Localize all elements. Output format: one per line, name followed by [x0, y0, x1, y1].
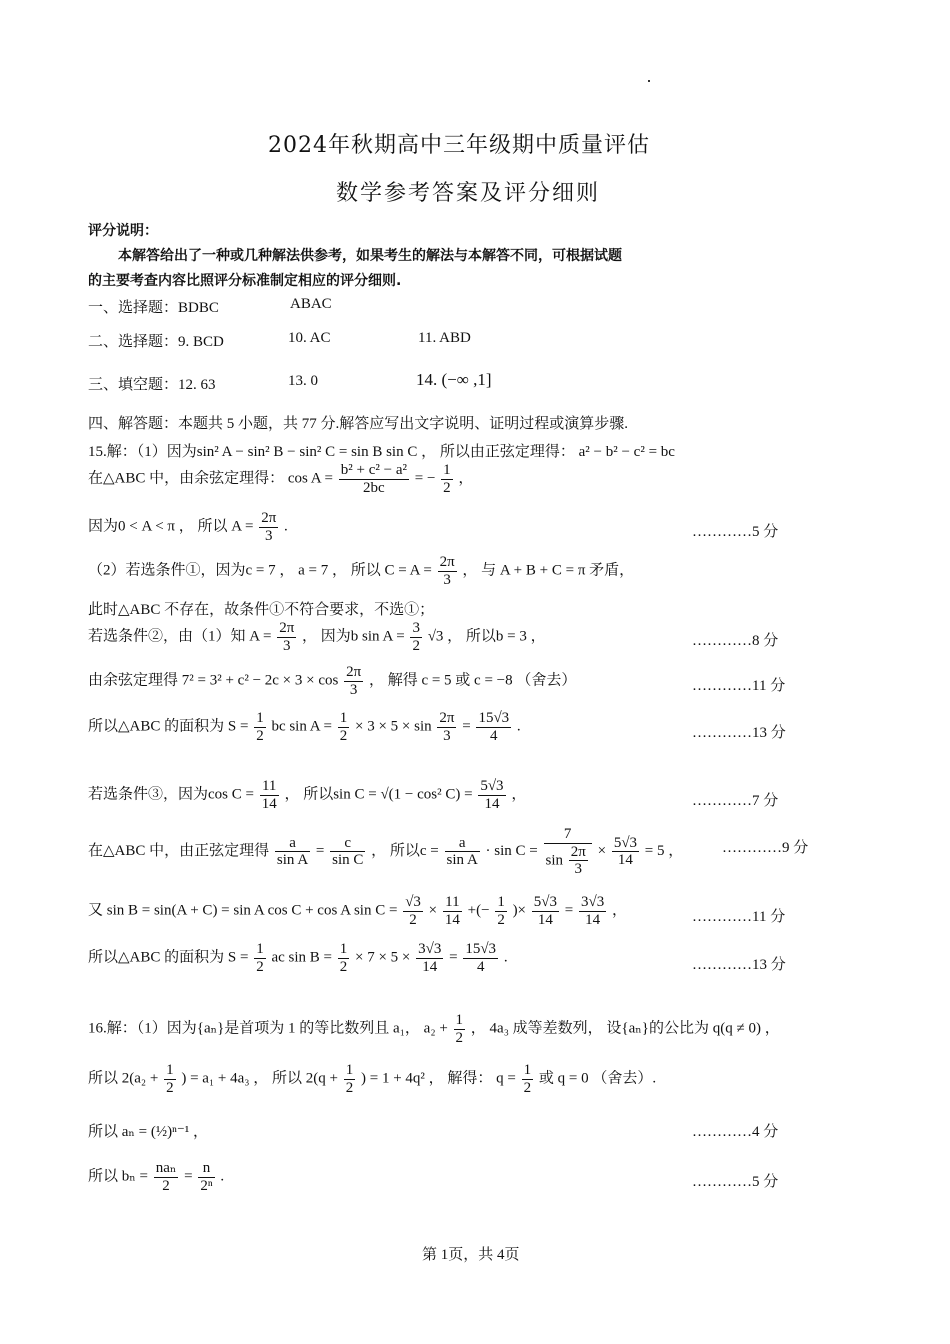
fraction: $\frac{2\pi}{3}$	[346, 664, 362, 698]
fraction: $\frac{a}{\text{sin A}}$	[276, 834, 309, 869]
score-mark: …………11 分	[692, 678, 786, 694]
fraction: $\frac{11}{14}$	[261, 778, 277, 812]
score-mark: …………5 分	[692, 1174, 779, 1190]
mc-answers-b: ABAC	[290, 296, 332, 312]
score-mark: …………8 分	[692, 633, 779, 649]
multi-answers-c: 11. ABD	[418, 330, 471, 346]
fraction: $\frac{2\pi}{3}$	[439, 710, 455, 744]
fraction: $\frac{5√3}{14}$	[480, 778, 504, 812]
q15-p2-line1: （2）若选条件①，因为c = 7 ， a = 7 ， 所以 C = A = $\frac{2\pi}{3}$ ， 与 A + B + C = π 矛盾，	[88, 554, 635, 588]
fraction: $\frac{a}{\text{sin A}}$	[446, 834, 478, 869]
fraction: $\frac{5√3}{14}$	[533, 894, 558, 928]
fraction: $\frac{1}{2}$	[166, 1062, 174, 1096]
fraction: $\frac{1}{2}$	[523, 1062, 532, 1096]
fraction: $\frac{15√3}{4}$	[478, 710, 510, 744]
fraction: $\frac{3√3}{14}$	[580, 894, 605, 928]
multi-answers-label: 二、选择题：9. BCD	[88, 334, 224, 350]
multi-answers-b: 10. AC	[288, 330, 331, 346]
score-mark: …………4 分	[692, 1124, 779, 1140]
score-mark: …………5 分	[692, 524, 779, 540]
fill-answers-c: 14. (−∞ ,1]	[416, 370, 492, 389]
fraction: $\frac{2\pi}{3}$	[261, 510, 277, 544]
q16-line2: 所以 2(a₂ + $\frac{1}{2}$ ) = a₁ + 4a₃ ， 所以 2(q + $\frac{1}{2}$ ) = 1 + 4q² ， 解得： q = $\frac{1}{2}$ 或 q = 0 （舍去）.	[88, 1062, 657, 1096]
speck	[648, 80, 650, 82]
score-mark: …………9 分	[722, 840, 809, 856]
score-mark: …………13 分	[692, 957, 786, 973]
solve-header: 四、解答题：本题共 5 小题，共 77 分.解答应写出文字说明、证明过程或演算步骤.	[88, 416, 629, 432]
fraction: $\frac{1}{2}$	[497, 894, 505, 928]
fraction: $\frac{2\pi}{3}$	[570, 843, 586, 877]
fraction: $\frac{√3}{2}$	[405, 894, 421, 928]
q15-c3-line1: 若选条件③，因为cos C = $\frac{11}{14}$ ， 所以sin C = √(1 − cos² C) = $\frac{5√3}{14}$ ，	[88, 778, 527, 812]
q15-c3-line3: 又 sin B = sin(A + C) = sin A cos C + cos A sin C = $\frac{√3}{2}$ × $\frac{11}{14}$ +(− $\frac{1}{2}$ )× $\frac{5√3}{14}$ = $\frac{3√3}{14}$ ，	[88, 894, 627, 928]
notes-heading: 评分说明：	[88, 223, 158, 239]
q15-p2-line5: 所以△ABC 的面积为 S = $\frac{1}{2}$ bc sin A = $\frac{1}{2}$ × 3 × 5 × sin $\frac{2\pi}{3}$ = $\frac{15√3}{4}$ .	[88, 710, 521, 744]
q15-c3-line2: 在△ABC 中，由正弦定理得 $\frac{a}{\text{sin A}}$ = $\frac{c}{\text{sin C}}$ ， 所以c = $\frac{a}{\text{sin A}}$ · sin C = 7 sin $\frac{2\pi}{3}$ × $\frac{5√3}{14}$ = 5 ，	[88, 826, 684, 877]
notes-line1: 本解答给出了一种或几种解法供参考，如果考生的解法与本解答不同，可根据试题	[118, 248, 622, 264]
q16-line3: 所以 aₙ = (½)ⁿ⁻¹ ，	[88, 1124, 208, 1140]
q16-line4: 所以 bₙ = $\frac{\text{naₙ}}{2}$ = $\frac{n}{\text{2ⁿ}}$ .	[88, 1160, 225, 1194]
q15-line3: 因为0 < A < π ， 所以 A = $\frac{2\pi}{3}$ .	[88, 510, 288, 544]
fraction: $\frac{1}{2}$	[455, 1012, 464, 1046]
q16-line1: 16.解：（1）因为{aₙ}是首项为 1 的等比数列且 a₁， a₂ + $\frac{1}{2}$ ， 4a₃ 成等差数列， 设{aₙ}的公比为 q(q ≠ 0) ，	[88, 1012, 780, 1046]
q15-p2-line2: 此时△ABC 不存在，故条件①不符合要求，不选①；	[88, 602, 435, 618]
score-mark: …………11 分	[692, 909, 786, 925]
fill-answers-b: 13. 0	[288, 373, 318, 389]
mc-answers-label: 一、选择题：BDBC	[88, 300, 219, 316]
q15-c3-line4: 所以△ABC 的面积为 S = $\frac{1}{2}$ ac sin B = $\frac{1}{2}$ × 7 × 5 × $\frac{3√3}{14}$ = $\frac{15√3}{4}$ .	[88, 941, 508, 975]
fraction: $\frac{3√3}{14}$	[418, 941, 442, 975]
q15-line1: 15.解：（1）因为sin² A − sin² B − sin² C = sin B sin C ， 所以由正弦定理得： a² − b² − c² = bc	[88, 444, 675, 460]
fraction: $\frac{2\pi}{3}$	[279, 620, 295, 654]
page-footer: 第 1页，共 4页	[422, 1247, 520, 1263]
fraction: $\frac{\text{b² + c² − a²}}{2bc}$	[340, 462, 407, 496]
fraction: $\frac{1}{2}$	[339, 710, 348, 744]
fraction: $\frac{11}{14}$	[444, 894, 460, 928]
doc-subtitle: 数学参考答案及评分细则	[336, 181, 601, 206]
fraction: $\frac{c}{\text{sin C}}$	[332, 834, 364, 869]
fraction: $\frac{\text{naₙ}}{2}$	[155, 1160, 177, 1194]
q15-line2: 在△ABC 中，由余弦定理得： cos A = $\frac{\text{b² + c² − a²}}{2bc}$ = − $\frac{1}{2}$ ，	[88, 462, 474, 496]
fraction: $\frac{5√3}{14}$	[613, 834, 638, 869]
fraction: $\frac{1}{2}$	[256, 941, 264, 975]
score-mark: …………7 分	[692, 793, 779, 809]
q15-p2-line4: 由余弦定理得 7² = 3² + c² − 2c × 3 × cos $\frac{2\pi}{3}$ ， 解得 c = 5 或 c = −8 （舍去）	[88, 664, 577, 698]
fraction: $\frac{2\pi}{3}$	[439, 554, 455, 588]
fraction: $\frac{1}{2}$	[339, 941, 348, 975]
fraction: $\frac{3}{2}$	[412, 620, 420, 654]
q15-p2-line3: 若选条件②，由（1）知 A = $\frac{2\pi}{3}$ ， 因为b sin A = $\frac{3}{2}$ √3 ， 所以b = 3 ，	[88, 620, 546, 654]
doc-title: 2024年秋期高中三年级期中质量评估	[268, 133, 650, 158]
fill-answers-label: 三、填空题：12. 63	[88, 377, 216, 393]
fraction: $\frac{15√3}{4}$	[465, 941, 497, 975]
notes-line2: 的主要考查内容比照评分标准制定相应的评分细则.	[88, 273, 402, 289]
fraction: $\frac{n}{\text{2ⁿ}}$	[200, 1160, 213, 1194]
fraction: $\frac{1}{2}$	[345, 1062, 354, 1096]
score-mark: …………13 分	[692, 725, 786, 741]
fraction: 7 sin $\frac{2\pi}{3}$	[544, 826, 592, 878]
fraction: $\frac{1}{2}$	[443, 462, 451, 496]
fraction: $\frac{1}{2}$	[256, 710, 264, 744]
